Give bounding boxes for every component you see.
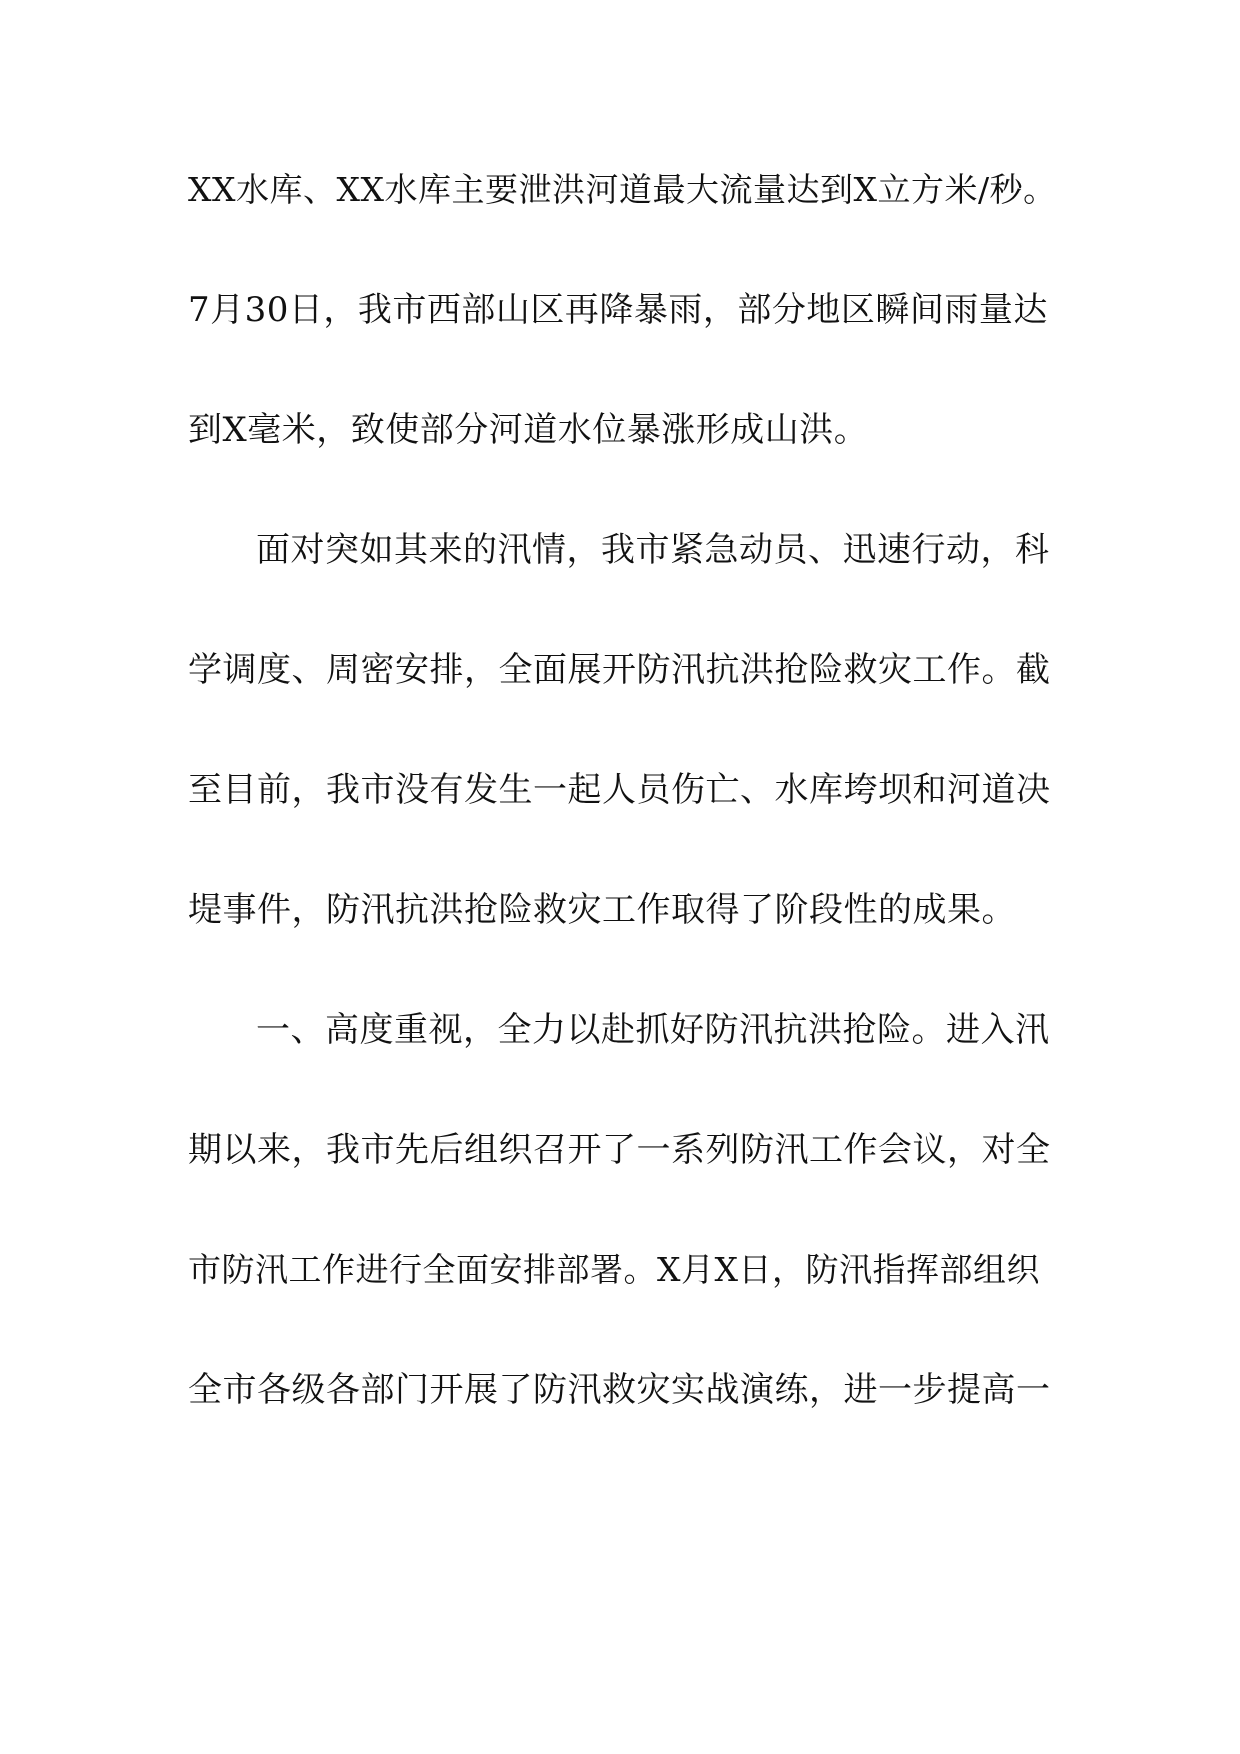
text-line-2: 7月30日，我市西部山区再降暴雨，部分地区瞬间雨量达 [188, 290, 1048, 330]
text-line-10: 市防汛工作进行全面安排部署。X月X日，防汛指挥部组织 [188, 1250, 1040, 1289]
text-line-6: 至目前，我市没有发生一起人员伤亡、水库垮坝和河道决 [188, 770, 1051, 810]
text-line-1: XX水库、XX水库主要泄洪河道最大流量达到X立方米/秒。 [188, 170, 1057, 209]
text-line-7: 堤事件，防汛抗洪抢险救灾工作取得了阶段性的成果。 [188, 890, 1016, 930]
text-line-11: 全市各级各部门开展了防汛救灾实战演练，进一步提高一 [188, 1370, 1051, 1410]
text-line-3: 到X毫米，致使部分河道水位暴涨形成山洪。 [188, 410, 869, 450]
text-line-8-paragraph-start: 一、高度重视，全力以赴抓好防汛抗洪抢险。进入汛 [256, 1010, 1050, 1050]
text-line-9: 期以来，我市先后组织召开了一系列防汛工作会议，对全 [188, 1130, 1051, 1170]
text-line-5: 学调度、周密安排，全面展开防汛抗洪抢险救灾工作。截 [188, 650, 1051, 690]
text-line-4-paragraph-start: 面对突如其来的汛情，我市紧急动员、迅速行动，科 [256, 530, 1050, 570]
